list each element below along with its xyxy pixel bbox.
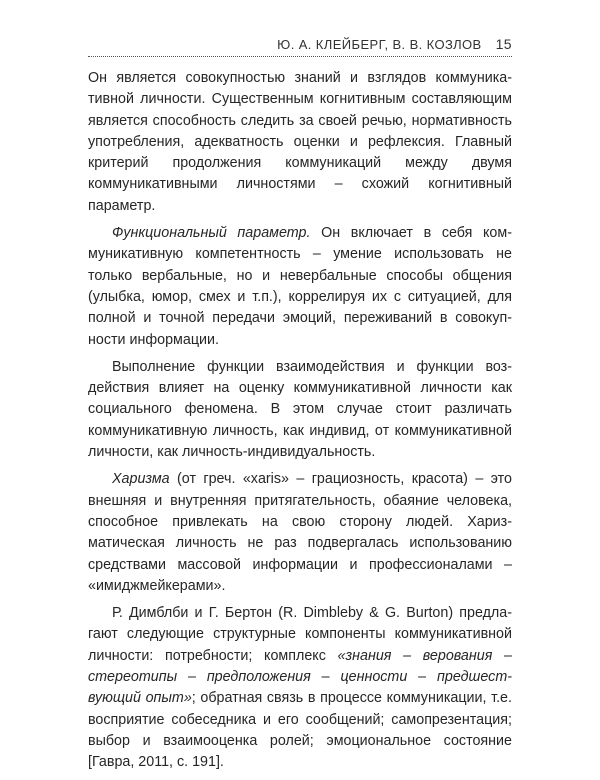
paragraph-charisma <box>88 469 512 597</box>
term-charisma: Харизма <box>112 471 170 488</box>
paragraph-text: (от греч. «xaris» – грациозность, красота) – это внешняя и внутренняя притягательность, обаяние человека, способное привлекать на свою сторону людей. Харизматическая личность не раз подвергалась использованию средствами массовой информации и профессионалами – «имиджмейкерами». <box>88 471 512 594</box>
italic-components-list: «знания – верования – стереотипы – предположения – ценности – предшествующий опыт» <box>88 647 512 707</box>
paragraph-text-before: Р. Димблби и Г. Бертон (R. Dimbleby & G. Burton) предлагают следующие структурные компоненты коммуникативной личности: потребности; комплекс <box>88 605 512 664</box>
paragraph-interaction-function <box>88 357 512 463</box>
paragraph-structural-components <box>88 603 512 773</box>
page-body <box>88 68 512 780</box>
paragraph-text: Он является совокупностью знаний и взглядов коммуникативной личности. Существенным когнитивным составляющим является способность следить за своей речью, нормативность употребления, адекватность оценки и рефлексия. Главный критерий продолжения коммуникаций между двумя коммуникативными личностями – схожий когнитивный параметр. <box>88 70 512 214</box>
header-authors: Ю. А. КЛЕЙБЕРГ, В. В. КОЗЛОВ <box>277 37 482 52</box>
paragraph-cognitive-parameter <box>88 68 512 217</box>
page-number: 15 <box>495 36 512 52</box>
running-header <box>88 32 512 57</box>
paragraph-text-after: ; обратная связь в процессе коммуникации, т.е. восприятие собеседника и его сообщений; самопрезентация; выбор и взаимооценка ролей; эмоциональное состояние [Гавра, 2011, с. 191]. <box>88 690 512 771</box>
paragraph-text: Выполнение функции взаимодействия и функции воздействия влияет на оценку коммуникативной личности как социального феномена. В этом случае стоит различать коммуникативную личность, как индивид, от коммуникативной личности, как личность-индивидуальность. <box>88 358 512 461</box>
paragraph-functional-parameter <box>88 223 512 351</box>
term-functional-parameter: Функциональный параметр. <box>112 225 311 242</box>
paragraph-text: Он включает в себя коммуникативную компетентность – умение использовать не только вербальные, но и невербальные способы общения (улыбка, юмор, смех и т.п.), коррелируя их с ситуацией, для полной и точной передачи эмоций, переживаний в совокупности информации. <box>88 225 512 348</box>
